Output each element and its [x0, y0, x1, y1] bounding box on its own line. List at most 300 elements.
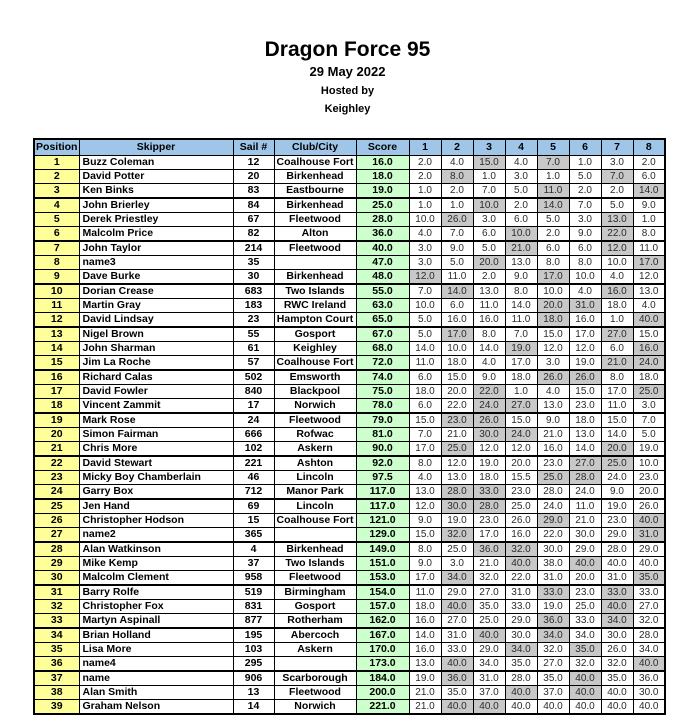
club-cell: Fleetwood	[274, 571, 356, 586]
race-score-cell: 21.0	[505, 241, 537, 256]
position-cell: 12	[34, 313, 79, 328]
race-score-cell: 8.0	[601, 370, 633, 385]
race-score-cell: 40.0	[537, 700, 569, 715]
position-cell: 13	[34, 327, 79, 342]
race-score-cell: 31.0	[569, 299, 601, 313]
race-score-cell: 34.0	[441, 571, 473, 586]
sail-number-cell: 15	[233, 514, 274, 528]
race-score-cell: 23.0	[473, 514, 505, 528]
race-score-cell: 40.0	[441, 600, 473, 614]
race-score-cell: 20.0	[505, 456, 537, 471]
race-score-cell: 28.0	[537, 485, 569, 500]
club-cell: Gosport	[274, 327, 356, 342]
score-cell: 48.0	[356, 270, 409, 285]
race-score-cell: 25.0	[473, 614, 505, 629]
result-row	[34, 156, 665, 170]
race-score-cell: 23.0	[569, 399, 601, 414]
position-cell: 36	[34, 657, 79, 672]
race-score-cell: 7.0	[473, 184, 505, 199]
race-score-cell: 35.0	[537, 671, 569, 686]
race-score-cell: 3.0	[537, 356, 569, 371]
column-header-1: 1	[409, 139, 441, 156]
race-score-cell: 13.0	[601, 213, 633, 227]
skipper-cell: Garry Box	[79, 485, 233, 500]
result-row	[34, 356, 665, 371]
result-row	[34, 571, 665, 586]
position-cell: 6	[34, 227, 79, 242]
score-cell: 153.0	[356, 571, 409, 586]
result-row	[34, 313, 665, 328]
race-score-cell: 38.0	[537, 557, 569, 571]
race-score-cell: 5.0	[441, 256, 473, 270]
race-score-cell: 9.0	[537, 413, 569, 428]
race-score-cell: 31.0	[601, 571, 633, 586]
race-score-cell: 34.0	[505, 643, 537, 657]
race-score-cell: 14.0	[409, 342, 441, 356]
score-cell: 47.0	[356, 256, 409, 270]
race-score-cell: 16.0	[441, 313, 473, 328]
score-cell: 75.0	[356, 385, 409, 399]
race-score-cell: 28.0	[569, 471, 601, 485]
race-score-cell: 21.0	[569, 514, 601, 528]
race-score-cell: 24.0	[633, 356, 665, 371]
skipper-cell: John Sharman	[79, 342, 233, 356]
race-score-cell: 1.0	[633, 213, 665, 227]
column-header-sail: Sail #	[233, 139, 274, 156]
club-cell: Lincoln	[274, 499, 356, 514]
score-cell: 16.0	[356, 156, 409, 170]
skipper-cell: Richard Calas	[79, 370, 233, 385]
score-cell: 78.0	[356, 399, 409, 414]
race-score-cell: 30.0	[633, 686, 665, 700]
race-score-cell: 28.0	[505, 671, 537, 686]
score-cell: 167.0	[356, 628, 409, 643]
result-row	[34, 299, 665, 313]
sail-number-cell: 877	[233, 614, 274, 629]
race-score-cell: 11.0	[441, 270, 473, 285]
club-cell: Birmingham	[274, 585, 356, 600]
position-cell: 30	[34, 571, 79, 586]
race-score-cell: 29.0	[601, 528, 633, 543]
skipper-cell: name4	[79, 657, 233, 672]
race-score-cell: 3.0	[409, 256, 441, 270]
race-score-cell: 10.0	[601, 256, 633, 270]
skipper-cell: Mark Rose	[79, 413, 233, 428]
column-header-clubcity: Club/City	[274, 139, 356, 156]
race-score-cell: 17.0	[473, 528, 505, 543]
race-score-cell: 14.0	[505, 299, 537, 313]
race-score-cell: 6.0	[505, 213, 537, 227]
club-cell: Birkenhead	[274, 170, 356, 184]
race-score-cell: 5.0	[633, 428, 665, 442]
skipper-cell: Ken Binks	[79, 184, 233, 199]
skipper-cell: Christopher Fox	[79, 600, 233, 614]
race-score-cell: 15.5	[505, 471, 537, 485]
race-score-cell: 2.0	[473, 270, 505, 285]
race-score-cell: 15.0	[569, 385, 601, 399]
column-header-position: Position	[34, 139, 79, 156]
result-row	[34, 485, 665, 500]
race-score-cell: 31.0	[505, 585, 537, 600]
race-score-cell: 40.0	[473, 628, 505, 643]
race-score-cell: 7.0	[569, 198, 601, 213]
race-score-cell: 40.0	[505, 557, 537, 571]
race-score-cell: 1.0	[569, 156, 601, 170]
club-cell: Lincoln	[274, 471, 356, 485]
sail-number-cell: 221	[233, 456, 274, 471]
race-score-cell: 27.0	[601, 327, 633, 342]
score-cell: 97.5	[356, 471, 409, 485]
race-score-cell: 31.0	[633, 528, 665, 543]
results-table	[33, 138, 666, 715]
skipper-cell: Jen Hand	[79, 499, 233, 514]
race-score-cell: 15.0	[633, 327, 665, 342]
sail-number-cell: 37	[233, 557, 274, 571]
race-score-cell: 8.0	[441, 170, 473, 184]
race-score-cell: 3.0	[505, 170, 537, 184]
race-score-cell: 15.0	[473, 156, 505, 170]
race-score-cell: 10.0	[537, 284, 569, 299]
race-score-cell: 17.0	[409, 442, 441, 457]
event-date: 29 May 2022	[309, 64, 386, 80]
score-cell: 121.0	[356, 514, 409, 528]
race-score-cell: 36.0	[633, 671, 665, 686]
race-score-cell: 2.0	[409, 156, 441, 170]
position-cell: 35	[34, 643, 79, 657]
score-cell: 36.0	[356, 227, 409, 242]
race-score-cell: 12.0	[409, 499, 441, 514]
position-cell: 32	[34, 600, 79, 614]
result-row	[34, 213, 665, 227]
race-score-cell: 25.0	[441, 542, 473, 557]
score-cell: 40.0	[356, 241, 409, 256]
race-score-cell: 3.0	[569, 213, 601, 227]
skipper-cell: Malcolm Price	[79, 227, 233, 242]
race-score-cell: 14.0	[441, 284, 473, 299]
result-row	[34, 514, 665, 528]
race-score-cell: 40.0	[569, 700, 601, 715]
club-cell: Coalhouse Fort	[274, 356, 356, 371]
race-score-cell: 23.0	[633, 471, 665, 485]
race-score-cell: 6.0	[409, 399, 441, 414]
sail-number-cell: 666	[233, 428, 274, 442]
skipper-cell: David Stewart	[79, 456, 233, 471]
race-score-cell: 15.0	[409, 413, 441, 428]
position-cell: 4	[34, 198, 79, 213]
race-score-cell: 5.0	[409, 327, 441, 342]
race-score-cell: 21.0	[601, 356, 633, 371]
score-cell: 117.0	[356, 499, 409, 514]
race-score-cell: 1.0	[441, 198, 473, 213]
race-score-cell: 5.0	[505, 184, 537, 199]
position-cell: 19	[34, 413, 79, 428]
sail-number-cell: 35	[233, 256, 274, 270]
race-score-cell: 15.0	[601, 413, 633, 428]
club-cell: Askern	[274, 643, 356, 657]
result-row	[34, 413, 665, 428]
skipper-cell: Christopher Hodson	[79, 514, 233, 528]
race-score-cell: 40.0	[633, 657, 665, 672]
club-cell: Gosport	[274, 600, 356, 614]
race-score-cell: 9.0	[409, 557, 441, 571]
position-cell: 21	[34, 442, 79, 457]
sail-number-cell: 14	[233, 700, 274, 715]
race-score-cell: 35.0	[633, 571, 665, 586]
race-score-cell: 25.0	[633, 385, 665, 399]
race-score-cell: 18.0	[569, 413, 601, 428]
result-row	[34, 499, 665, 514]
score-cell: 68.0	[356, 342, 409, 356]
score-cell: 18.0	[356, 170, 409, 184]
sail-number-cell: 831	[233, 600, 274, 614]
race-score-cell: 8.0	[569, 256, 601, 270]
race-score-cell: 16.0	[409, 614, 441, 629]
race-score-cell: 18.0	[473, 471, 505, 485]
race-score-cell: 7.0	[601, 170, 633, 184]
score-cell: 170.0	[356, 643, 409, 657]
skipper-cell: Martin Gray	[79, 299, 233, 313]
race-score-cell: 16.0	[409, 643, 441, 657]
race-score-cell: 6.0	[409, 370, 441, 385]
skipper-cell: Graham Nelson	[79, 700, 233, 715]
race-score-cell: 19.0	[569, 356, 601, 371]
race-score-cell: 12.0	[633, 270, 665, 285]
position-cell: 34	[34, 628, 79, 643]
race-score-cell: 8.0	[473, 327, 505, 342]
result-row	[34, 284, 665, 299]
result-row	[34, 370, 665, 385]
race-score-cell: 2.0	[441, 184, 473, 199]
club-cell: Manor Park	[274, 485, 356, 500]
sail-number-cell: 61	[233, 342, 274, 356]
result-row	[34, 643, 665, 657]
race-score-cell: 28.0	[633, 628, 665, 643]
column-header-4: 4	[505, 139, 537, 156]
score-cell: 67.0	[356, 327, 409, 342]
sail-number-cell: 83	[233, 184, 274, 199]
sail-number-cell: 958	[233, 571, 274, 586]
race-score-cell: 40.0	[601, 686, 633, 700]
race-score-cell: 40.0	[601, 557, 633, 571]
race-score-cell: 7.0	[409, 428, 441, 442]
race-score-cell: 3.0	[633, 399, 665, 414]
race-score-cell: 40.0	[441, 657, 473, 672]
race-score-cell: 12.0	[601, 241, 633, 256]
race-score-cell: 40.0	[473, 700, 505, 715]
race-score-cell: 17.0	[505, 356, 537, 371]
club-cell: Two Islands	[274, 557, 356, 571]
position-cell: 3	[34, 184, 79, 199]
skipper-cell: David Fowler	[79, 385, 233, 399]
race-score-cell: 19.0	[633, 442, 665, 457]
club-cell: Emsworth	[274, 370, 356, 385]
race-score-cell: 12.0	[569, 342, 601, 356]
position-cell: 8	[34, 256, 79, 270]
skipper-cell: Vincent Zammit	[79, 399, 233, 414]
club-cell: Birkenhead	[274, 542, 356, 557]
race-score-cell: 23.0	[601, 514, 633, 528]
result-row	[34, 428, 665, 442]
host-name: Keighley	[324, 103, 371, 116]
race-score-cell: 4.0	[409, 471, 441, 485]
sail-number-cell: 183	[233, 299, 274, 313]
result-row	[34, 528, 665, 543]
race-score-cell: 33.0	[569, 614, 601, 629]
race-score-cell: 14.0	[537, 198, 569, 213]
skipper-cell: Mike Kemp	[79, 557, 233, 571]
score-cell: 65.0	[356, 313, 409, 328]
race-score-cell: 26.0	[537, 370, 569, 385]
race-score-cell: 7.0	[441, 227, 473, 242]
position-cell: 37	[34, 671, 79, 686]
race-score-cell: 32.0	[473, 571, 505, 586]
race-score-cell: 9.0	[409, 514, 441, 528]
race-score-cell: 8.0	[409, 456, 441, 471]
race-score-cell: 7.0	[537, 156, 569, 170]
race-score-cell: 11.0	[633, 241, 665, 256]
skipper-cell: Micky Boy Chamberlain	[79, 471, 233, 485]
race-score-cell: 11.0	[473, 299, 505, 313]
position-cell: 23	[34, 471, 79, 485]
race-score-cell: 19.0	[537, 600, 569, 614]
race-score-cell: 10.0	[569, 270, 601, 285]
race-score-cell: 14.0	[409, 628, 441, 643]
race-score-cell: 18.0	[601, 299, 633, 313]
sail-number-cell: 24	[233, 413, 274, 428]
race-score-cell: 13.0	[569, 428, 601, 442]
result-row	[34, 686, 665, 700]
score-cell: 151.0	[356, 557, 409, 571]
column-header-7: 7	[601, 139, 633, 156]
race-score-cell: 40.0	[505, 686, 537, 700]
position-cell: 14	[34, 342, 79, 356]
position-cell: 10	[34, 284, 79, 299]
result-row	[34, 671, 665, 686]
club-cell	[274, 528, 356, 543]
sail-number-cell: 13	[233, 686, 274, 700]
race-score-cell: 37.0	[473, 686, 505, 700]
race-score-cell: 31.0	[441, 628, 473, 643]
race-score-cell: 8.0	[537, 256, 569, 270]
race-score-cell: 15.0	[505, 413, 537, 428]
race-score-cell: 6.0	[537, 241, 569, 256]
race-score-cell: 12.0	[537, 342, 569, 356]
race-score-cell: 33.0	[473, 485, 505, 500]
race-score-cell: 31.0	[537, 571, 569, 586]
race-score-cell: 29.0	[633, 542, 665, 557]
race-score-cell: 4.0	[441, 156, 473, 170]
skipper-cell: Simon Fairman	[79, 428, 233, 442]
result-row	[34, 184, 665, 199]
race-score-cell: 4.0	[633, 299, 665, 313]
race-score-cell: 18.0	[537, 313, 569, 328]
race-score-cell: 40.0	[569, 686, 601, 700]
race-score-cell: 1.0	[409, 198, 441, 213]
result-row	[34, 585, 665, 600]
position-cell: 17	[34, 385, 79, 399]
race-score-cell: 31.0	[473, 671, 505, 686]
skipper-cell: Dorian Crease	[79, 284, 233, 299]
race-score-cell: 27.0	[569, 456, 601, 471]
skipper-cell: Alan Smith	[79, 686, 233, 700]
race-score-cell: 25.0	[569, 600, 601, 614]
race-score-cell: 24.0	[537, 499, 569, 514]
race-score-cell: 11.0	[601, 399, 633, 414]
race-score-cell: 4.0	[473, 356, 505, 371]
race-score-cell: 13.0	[409, 657, 441, 672]
result-row	[34, 256, 665, 270]
race-score-cell: 29.0	[505, 614, 537, 629]
skipper-cell: Alan Watkinson	[79, 542, 233, 557]
race-score-cell: 36.0	[473, 542, 505, 557]
club-cell: Coalhouse Fort	[274, 514, 356, 528]
position-cell: 28	[34, 542, 79, 557]
race-score-cell: 29.0	[569, 542, 601, 557]
race-score-cell: 18.0	[633, 370, 665, 385]
race-score-cell: 28.0	[473, 499, 505, 514]
column-header-3: 3	[473, 139, 505, 156]
race-score-cell: 15.0	[409, 528, 441, 543]
race-score-cell: 30.0	[441, 499, 473, 514]
race-score-cell: 5.0	[569, 170, 601, 184]
race-score-cell: 34.0	[473, 657, 505, 672]
race-score-cell: 16.0	[537, 442, 569, 457]
score-cell: 90.0	[356, 442, 409, 457]
race-score-cell: 20.0	[633, 485, 665, 500]
race-score-cell: 33.0	[633, 585, 665, 600]
race-score-cell: 23.0	[505, 485, 537, 500]
skipper-cell: name2	[79, 528, 233, 543]
column-header-score: Score	[356, 139, 409, 156]
race-score-cell: 14.0	[473, 342, 505, 356]
club-cell: Hampton Court	[274, 313, 356, 328]
race-score-cell: 30.0	[569, 528, 601, 543]
race-score-cell: 10.0	[633, 456, 665, 471]
race-score-cell: 40.0	[633, 700, 665, 715]
result-row	[34, 657, 665, 672]
sail-number-cell: 102	[233, 442, 274, 457]
race-score-cell: 28.0	[601, 542, 633, 557]
race-score-cell: 11.0	[505, 313, 537, 328]
skipper-cell: name3	[79, 256, 233, 270]
race-score-cell: 4.0	[569, 284, 601, 299]
race-score-cell: 1.0	[601, 313, 633, 328]
skipper-cell: John Brierley	[79, 198, 233, 213]
skipper-cell: Jim La Roche	[79, 356, 233, 371]
race-score-cell: 7.0	[409, 284, 441, 299]
race-score-cell: 5.0	[409, 313, 441, 328]
position-cell: 15	[34, 356, 79, 371]
column-header-5: 5	[537, 139, 569, 156]
race-score-cell: 32.0	[441, 528, 473, 543]
skipper-cell: John Taylor	[79, 241, 233, 256]
race-score-cell: 22.0	[473, 385, 505, 399]
club-cell: Fleetwood	[274, 241, 356, 256]
club-cell: Fleetwood	[274, 213, 356, 227]
race-score-cell: 27.0	[441, 614, 473, 629]
race-score-cell: 40.0	[633, 557, 665, 571]
race-score-cell: 36.0	[537, 614, 569, 629]
score-cell: 200.0	[356, 686, 409, 700]
score-cell: 81.0	[356, 428, 409, 442]
race-score-cell: 14.0	[601, 428, 633, 442]
race-score-cell: 6.0	[441, 299, 473, 313]
sail-number-cell: 195	[233, 628, 274, 643]
club-cell: Ashton	[274, 456, 356, 471]
race-score-cell: 25.0	[537, 471, 569, 485]
race-score-cell: 26.0	[569, 370, 601, 385]
race-score-cell: 20.0	[569, 571, 601, 586]
